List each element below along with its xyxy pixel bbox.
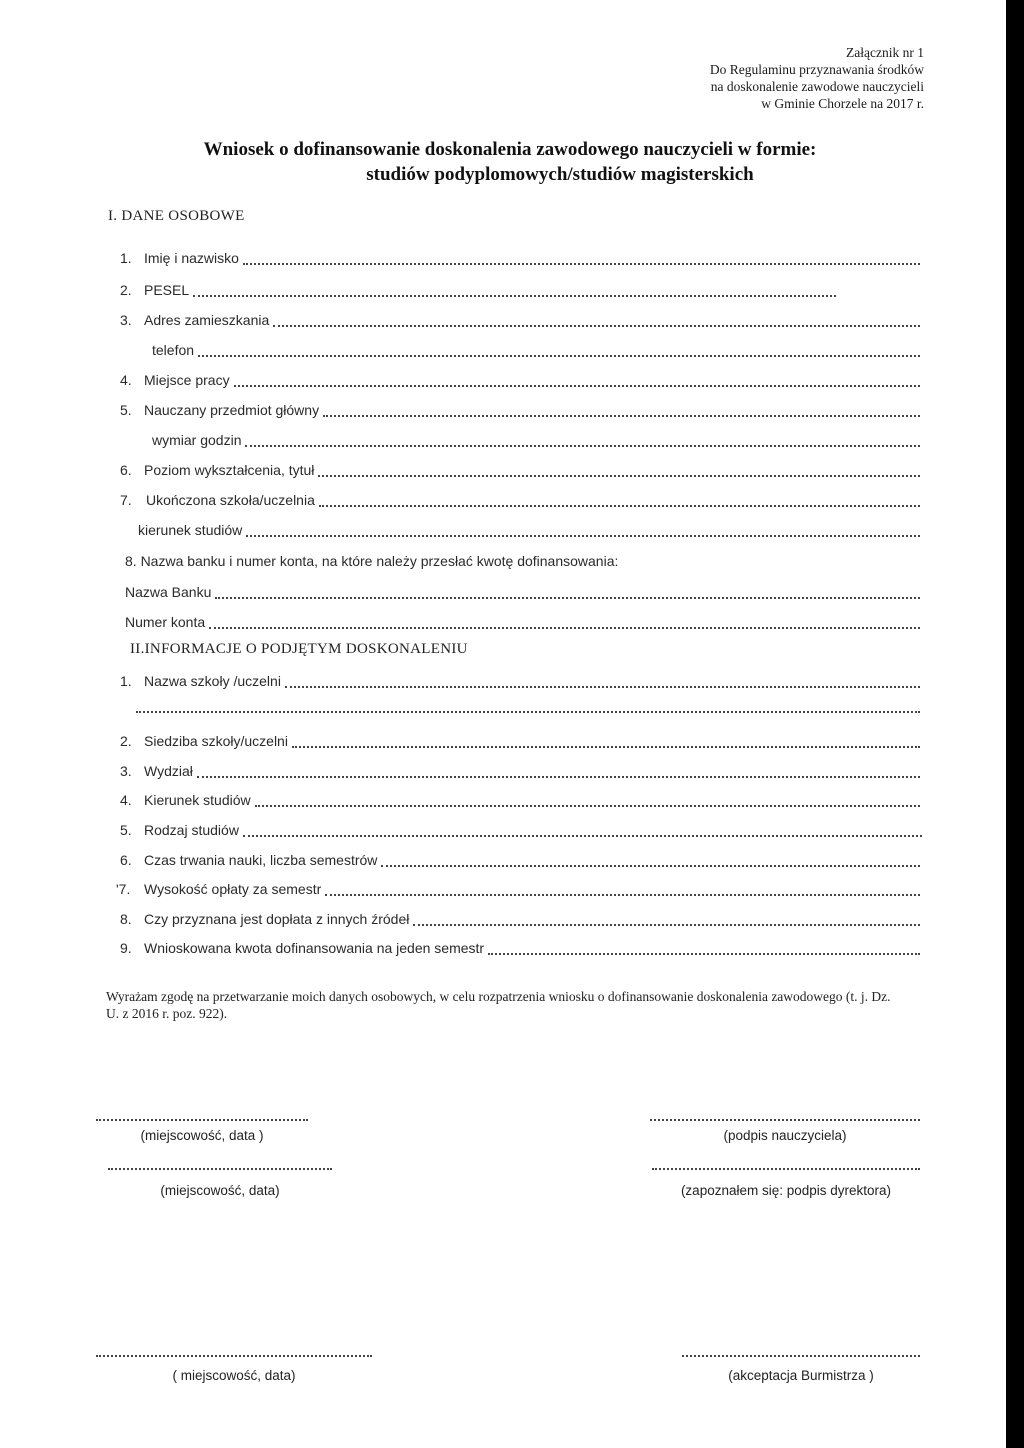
field-label: Miejsce pracy xyxy=(144,372,230,388)
fill-line-continuation[interactable] xyxy=(136,709,920,713)
fill-line[interactable] xyxy=(323,413,920,417)
fill-line[interactable] xyxy=(243,833,922,837)
fill-line[interactable] xyxy=(381,863,920,867)
field-address[interactable] xyxy=(120,312,920,332)
field-number: 3. xyxy=(120,763,132,779)
field-study-type[interactable] xyxy=(120,822,922,842)
signature-line-mayor[interactable] xyxy=(682,1353,920,1357)
field-bank-name[interactable] xyxy=(125,584,920,604)
field-number: 5. xyxy=(120,822,132,838)
fill-line[interactable] xyxy=(243,261,920,265)
field-label: Numer konta xyxy=(125,614,206,630)
field-label: Nauczany przedmiot główny xyxy=(144,402,320,418)
fill-line[interactable] xyxy=(197,774,920,778)
field-number: 6. xyxy=(120,462,132,478)
field-hours[interactable] xyxy=(152,432,920,452)
document-title xyxy=(100,137,920,187)
field-label: Rodzaj studiów xyxy=(144,822,239,838)
annex-line: w Gminie Chorzele na 2017 r. xyxy=(761,96,924,111)
annex-header xyxy=(544,44,924,112)
bank-intro: 8. Nazwa banku i numer konta, na które należy przesłać kwotę dofinansowania: xyxy=(125,553,619,569)
signature-caption: (miejscowość, data ) xyxy=(140,1128,264,1143)
field-school-name[interactable] xyxy=(120,673,920,693)
annex-line: Załącznik nr 1 xyxy=(846,45,924,60)
signature-caption: (podpis nauczyciela) xyxy=(723,1128,847,1143)
field-number: 8. xyxy=(120,911,132,927)
section-heading-training: II.INFORMACJE O PODJĘTYM DOSKONALENIU xyxy=(130,641,468,657)
signature-line-place-date-2[interactable] xyxy=(108,1166,332,1170)
field-label: Nazwa szkoły /uczelni xyxy=(144,673,281,689)
field-label: Wydział xyxy=(144,763,193,779)
field-label: Adres zamieszkania xyxy=(144,312,270,328)
signature-caption: (miejscowość, data) xyxy=(160,1183,280,1198)
fill-line[interactable] xyxy=(318,473,920,477)
field-number: 9. xyxy=(120,940,132,956)
section-heading-personal: I. DANE OSOBOWE xyxy=(108,208,245,224)
field-label: Czas trwania nauki, liczba semestrów xyxy=(144,852,378,868)
signature-caption: ( miejscowość, data) xyxy=(172,1368,296,1383)
field-number: 4. xyxy=(120,372,132,388)
field-faculty[interactable] xyxy=(120,763,920,783)
field-main-subject[interactable] xyxy=(120,402,920,422)
field-number: 3. xyxy=(120,312,132,328)
field-label: Wnioskowana kwota dofinansowania na jeden semestr xyxy=(144,940,485,956)
annex-line: Do Regulaminu przyznawania środków xyxy=(709,62,924,77)
fill-line[interactable] xyxy=(198,353,920,357)
field-study-direction[interactable] xyxy=(138,522,920,542)
field-course[interactable] xyxy=(120,792,920,812)
signature-line-place-date-3[interactable] xyxy=(96,1353,372,1357)
field-account-number[interactable] xyxy=(125,614,920,634)
signature-line-director[interactable] xyxy=(652,1166,920,1170)
fill-line[interactable] xyxy=(215,595,920,599)
field-label: kierunek studiów xyxy=(138,522,243,538)
fill-line[interactable] xyxy=(273,323,920,327)
field-number: '7. xyxy=(116,881,131,897)
title-line-2: studiów podyplomowych/studiów magisterskich xyxy=(366,164,754,185)
field-label: Kierunek studiów xyxy=(144,792,251,808)
field-workplace[interactable] xyxy=(120,372,920,392)
field-requested-amount[interactable] xyxy=(120,940,920,960)
fill-line[interactable] xyxy=(319,503,920,507)
fill-line[interactable] xyxy=(234,383,920,387)
field-number: 1. xyxy=(120,673,132,689)
signature-line-teacher[interactable] xyxy=(650,1117,920,1121)
fill-line[interactable] xyxy=(413,922,920,926)
field-label: Siedziba szkoły/uczelni xyxy=(144,733,288,749)
field-number: 5. xyxy=(120,402,132,418)
field-number: 4. xyxy=(120,792,132,808)
field-label: Czy przyznana jest dopłata z innych źródeł xyxy=(144,911,410,927)
fill-line[interactable] xyxy=(255,803,920,807)
signature-line-place-date-1[interactable] xyxy=(96,1117,308,1121)
field-label: wymiar godzin xyxy=(152,432,242,448)
field-number: 2. xyxy=(120,282,132,298)
field-name[interactable] xyxy=(120,250,920,270)
field-label: Wysokość opłaty za semestr xyxy=(144,881,322,897)
field-pesel[interactable] xyxy=(120,282,836,302)
field-label: Imię i nazwisko xyxy=(144,250,239,266)
field-school[interactable] xyxy=(120,492,920,512)
field-other-funding[interactable] xyxy=(120,911,920,931)
scan-edge xyxy=(1006,0,1024,1448)
field-label: PESEL xyxy=(144,282,190,298)
fill-line[interactable] xyxy=(246,533,920,537)
field-number: 7. xyxy=(120,492,132,508)
field-school-seat[interactable] xyxy=(120,733,920,753)
field-duration[interactable] xyxy=(120,852,920,872)
field-education[interactable] xyxy=(120,462,920,482)
signature-caption: (zapoznałem się: podpis dyrektora) xyxy=(680,1183,892,1198)
fill-line[interactable] xyxy=(209,625,920,629)
fill-line[interactable] xyxy=(325,892,920,896)
field-phone[interactable] xyxy=(152,342,920,362)
field-number: 6. xyxy=(120,852,132,868)
fill-line[interactable] xyxy=(292,744,920,748)
fill-line[interactable] xyxy=(488,951,920,955)
field-number: 2. xyxy=(120,733,132,749)
fill-line[interactable] xyxy=(245,443,920,447)
title-line-1: Wniosek o dofinansowanie doskonalenia zawodowego nauczycieli w formie: xyxy=(203,139,817,160)
annex-line: na doskonalenie zawodowe nauczycieli xyxy=(710,79,924,94)
field-label: Poziom wykształcenia, tytuł xyxy=(144,462,315,478)
signature-caption: (akceptacja Burmistrza ) xyxy=(728,1368,874,1383)
field-number: 1. xyxy=(120,250,132,266)
consent-text: Wyrażam zgodę na przetwarzanie moich danych osobowych, w celu rozpatrzenia wniosku o dofinansowanie doskonalenia zawodowego (t. j. Dz. U. z 2016 r. poz. 922). xyxy=(106,989,891,1021)
field-label: Ukończona szkoła/uczelnia xyxy=(146,492,315,508)
fill-line[interactable] xyxy=(285,684,920,688)
field-label: telefon xyxy=(152,342,195,358)
field-semester-fee[interactable] xyxy=(116,881,920,901)
fill-line[interactable] xyxy=(193,293,836,297)
field-label: Nazwa Banku xyxy=(125,584,212,600)
